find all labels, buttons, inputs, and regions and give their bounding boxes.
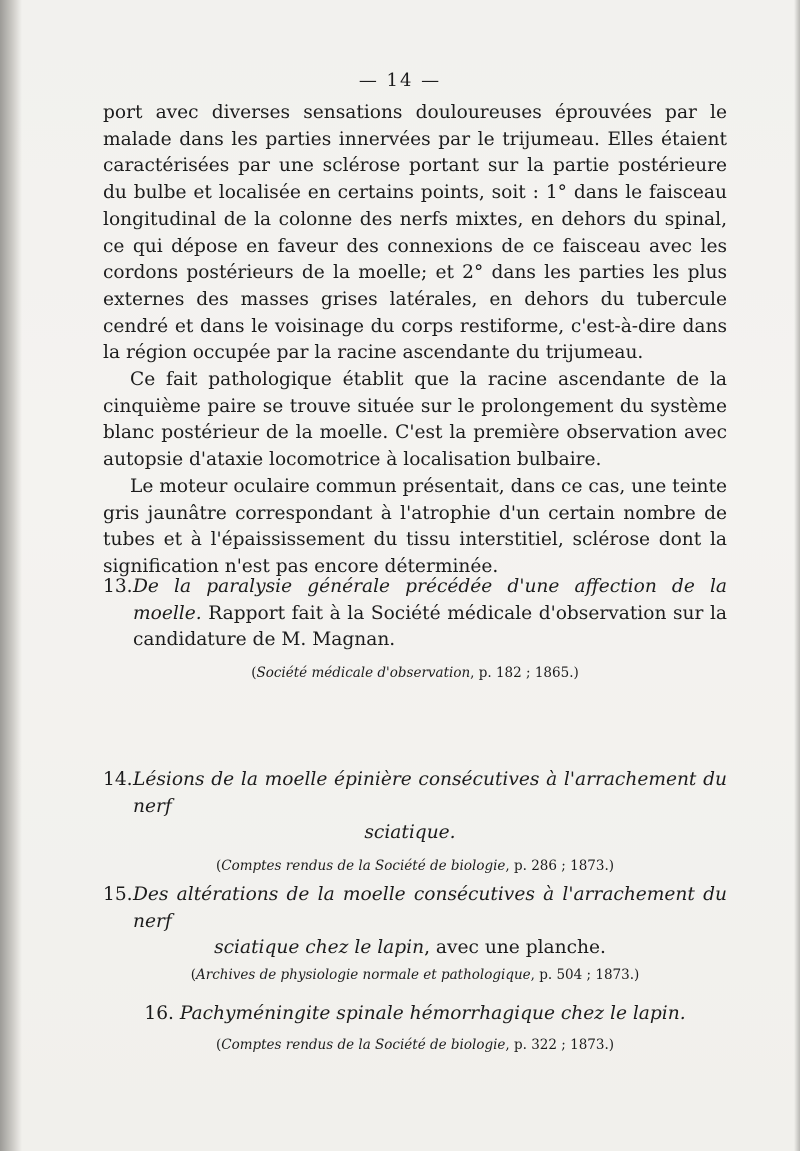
entry-title-line2: sciatique. (364, 822, 456, 844)
entry-reference: (Comptes rendus de la Société de biologie, p. 322 ; 1873.) (215, 1036, 615, 1053)
reference-source: Comptes rendus de la Société de biologie (221, 1036, 506, 1053)
entry-title-italic: De la paralysie générale précédée d'une affection de la moelle. (133, 576, 727, 624)
bibliography-entry-15 (103, 882, 727, 984)
bibliography-entry-16 (103, 1001, 727, 1054)
main-text (103, 100, 727, 581)
bibliography-entry-14 (103, 767, 727, 875)
entry-title-line1: Des altérations de la moelle consécutives à l'arrachement du nerf (133, 884, 727, 932)
paragraph-continuation: port avec diverses sensations douloureuses éprouvées par le malade dans les parties innervées par le trijumeau. Elles étaient caractérisées par une sclérose portant sur la partie postérieure du bulbe et localisée en certains points, soit : 1° dans le faisceau longitudinal de la colonne des nerfs mixtes, en dehors du spinal, ce qui dépose en faveur des connexions de ce faisceau avec les cordons postérieurs de la moelle; et 2° dans les parties les plus externes des masses grises latérales, en dehors du tubercule cendré et dans le voisinage du corps restiforme, c'est-à-dire dans la région occupée par la racine ascendante du trijumeau. (103, 102, 727, 364)
entry-number: 16. (144, 1003, 174, 1024)
reference-source: Archives de physiologie normale et pathologique (196, 967, 531, 984)
entry-title (103, 1001, 727, 1028)
paragraph-oculomotor: Le moteur oculaire commun présentait, dans ce cas, une teinte gris jaunâtre correspondant à l'atrophie d'un certain nombre de tubes et à l'épaississement du tissu interstitiel, sclérose dont la signification n'est pas encore déterminée. (103, 475, 727, 577)
entry-reference: (Archives de physiologie normale et pathologique, p. 504 ; 1873.) (190, 967, 640, 984)
entry-title-italic: Pachyméningite spinale hémorrhagique chez le lapin. (179, 1003, 686, 1024)
reference-details: , p. 182 ; 1865.) (470, 665, 579, 682)
reference-details: , p. 504 ; 1873.) (530, 967, 640, 984)
entry-reference: (Comptes rendus de la Société de biologie, p. 286 ; 1873.) (215, 858, 615, 875)
entry-number: 15. (103, 884, 133, 905)
entry-reference: (Société médicale d'observation, p. 182 ; 1865.) (251, 665, 579, 682)
paragraph-pathology: Ce fait pathologique établit que la racine ascendante de la cinquième paire se trouve située sur le prolongement du système blanc postérieur de la moelle. C'est la première observation avec autopsie d'ataxie locomotrice à localisation bulbaire. (103, 369, 727, 471)
entry-number: 14. (103, 769, 133, 790)
reference-details: , p. 322 ; 1873.) (505, 1036, 615, 1053)
bibliography-entry-13 (103, 574, 727, 682)
entry-title-rest: Rapport fait à la Société médicale d'observation sur la candidature de M. Magnan. (133, 602, 727, 651)
page-number: — 14 — (358, 70, 442, 91)
reference-details: , p. 286 ; 1873.) (505, 858, 615, 875)
entry-number: 13. (103, 576, 133, 597)
entry-title-line2: sciatique chez le lapin, avec une planche. (214, 937, 606, 959)
entry-title (103, 574, 727, 654)
entry-title (103, 767, 727, 847)
reference-source: Société médicale d'observation (256, 665, 471, 682)
entry-title-line1: Lésions de la moelle épinière consécutives à l'arrachement du nerf (133, 769, 727, 817)
reference-source: Comptes rendus de la Société de biologie (221, 858, 506, 875)
entry-title (103, 882, 727, 962)
